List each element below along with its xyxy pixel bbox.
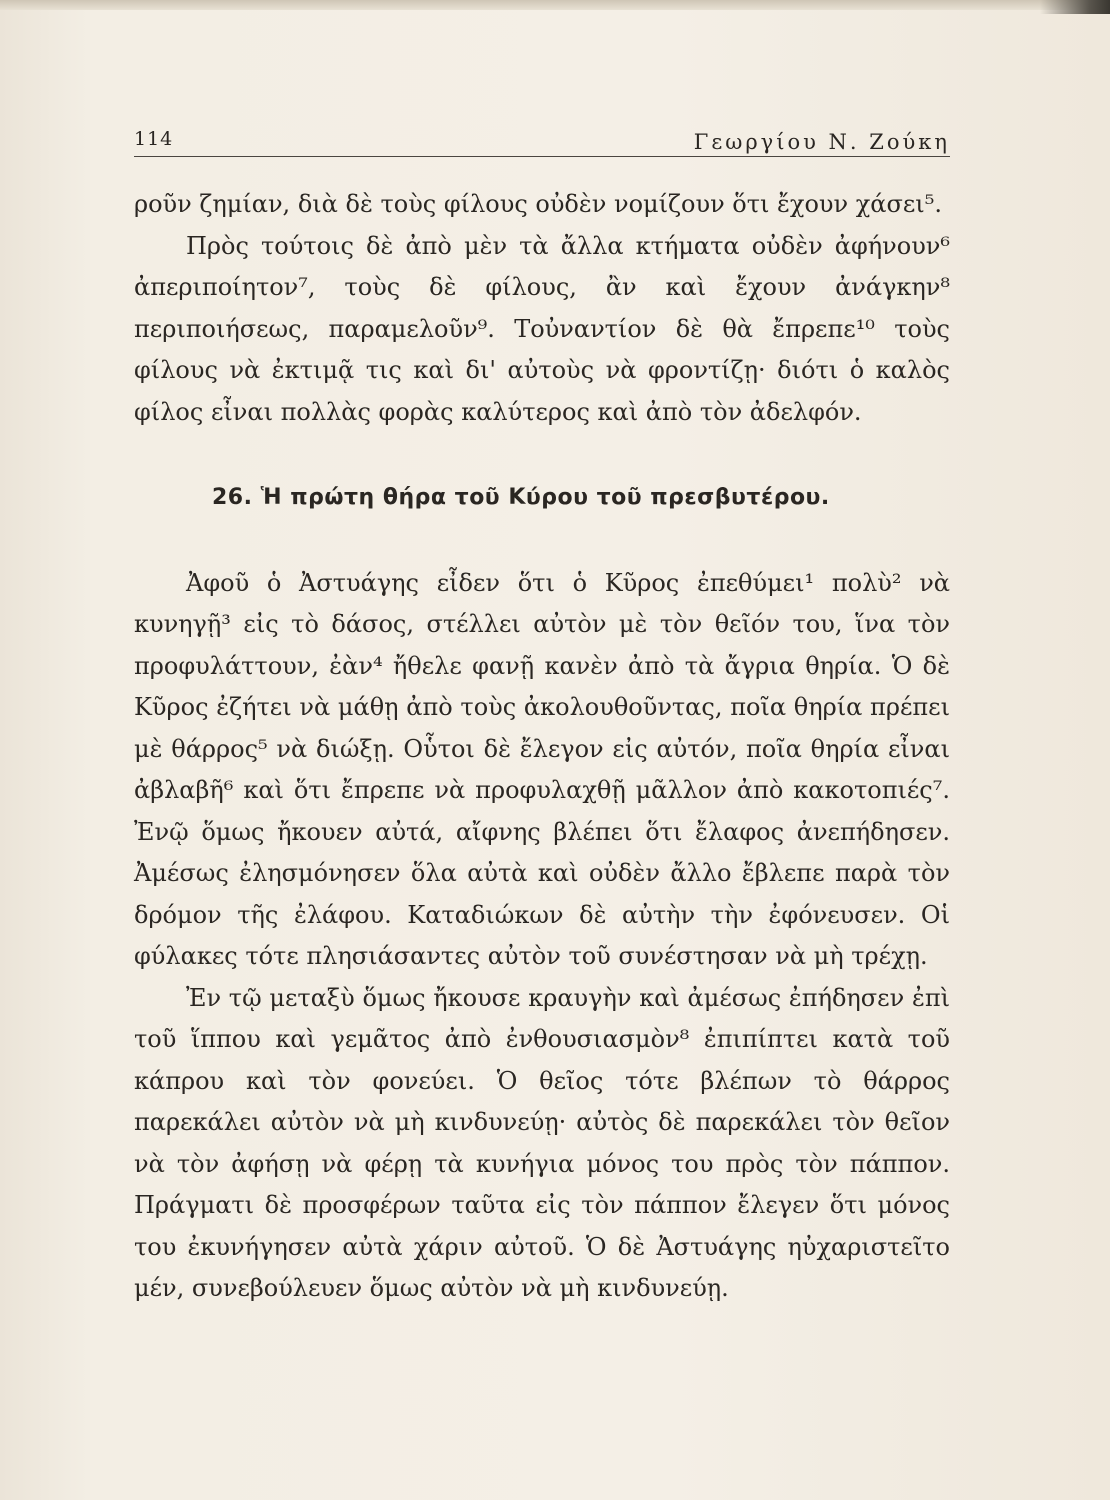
- paragraph: Ἀφοῦ ὁ Ἀστυάγης εἶδεν ὅτι ὁ Κῦρος ἐπεθύμει¹ πολὺ² νὰ κυνηγῇ³ εἰς τὸ δάσος, στέλλει αὐτὸν μὲ τὸν θεῖόν του, ἵνα τὸν προφυλάττουν, ἐὰν⁴ ἤθελε φανῇ κανὲν ἀπὸ τὰ ἄγρια θηρία. Ὁ δὲ Κῦρος ἐζήτει νὰ μάθῃ ἀπὸ τοὺς ἀκολουθοῦντας, ποῖα θηρία πρέπει μὲ θάρρος⁵ νὰ διώξῃ. Οὗτοι δὲ ἔλεγον εἰς αὐτόν, ποῖα θηρία εἶναι ἀβλαβῆ⁶ καὶ ὅτι ἔπρεπε νὰ προφυλαχθῇ μᾶλλον ἀπὸ κακοτοπιές⁷. Ἐνῷ ὅμως ἤκουεν αὐτά, αἴφνης βλέπει ὅτι ἔλαφος ἀνεπήδησεν. Ἀμέσως ἐλησμόνησεν ὅλα αὐτὰ καὶ οὐδὲν ἄλλο ἔβλεπε παρὰ τὸν δρόμον τῆς ἐλάφου. Καταδιώκων δὲ αὐτὴν τὴν ἐφόνευσεν. Οἱ φύλακες τότε πλησιάσαντες αὐτὸν τοῦ συνέστησαν νὰ μὴ τρέχῃ.: [134, 568, 950, 970]
- page-number: 114: [134, 128, 174, 150]
- paragraph-continuation: ροῦν ζημίαν, διὰ δὲ τοὺς φίλους οὐδὲν νομίζουν ὅτι ἔχουν χάσει⁵.: [134, 190, 942, 218]
- running-title: Γεωργίου Ν. Ζούκη: [693, 130, 950, 154]
- body-text: [134, 184, 950, 1310]
- binding-shadow: [1040, 0, 1110, 14]
- running-header: [134, 122, 950, 157]
- paragraph: Πρὸς τούτοις δὲ ἀπὸ μὲν τὰ ἄλλα κτήματα οὐδὲν ἀφήνουν⁶ ἀπεριποίητον⁷, τοὺς δὲ φίλους, ἂν καὶ ἔχουν ἀνάγκην⁸ περιποιήσεως, παραμελοῦν⁹. Τοὐναντίον δὲ θὰ ἔπρεπε¹⁰ τοὺς φίλους νὰ ἐκτιμᾷ τις καὶ δι' αὐτοὺς νὰ φροντίζῃ· διότι ὁ καλὸς φίλος εἶναι πολλὰς φορὰς καλύτερος καὶ ἀπὸ τὸν ἀδελφόν.: [134, 231, 950, 426]
- section-heading: 26. Ἡ πρώτη θήρα τοῦ Κύρου τοῦ πρεσβυτέρου.: [212, 485, 830, 510]
- page-top-edge: [0, 0, 1110, 10]
- paragraph: Ἐν τῷ μεταξὺ ὅμως ἤκουσε κραυγὴν καὶ ἀμέσως ἐπήδησεν ἐπὶ τοῦ ἵππου καὶ γεμᾶτος ἀπὸ ἐνθουσιασμὸν⁸ ἐπιπίπτει κατὰ τοῦ κάπρου καὶ τὸν φονεύει. Ὁ θεῖος τότε βλέπων τὸ θάρρος παρεκάλει αὐτὸν νὰ μὴ κινδυνεύῃ· αὐτὸς δὲ παρεκάλει τὸν θεῖον νὰ τὸν ἀφήσῃ νὰ φέρῃ τὰ κυνήγια μόνος του πρὸς τὸν πάππον. Πράγματι δὲ προσφέρων ταῦτα εἰς τὸν πάππον ἔλεγεν ὅτι μόνος του ἐκυνήγησεν αὐτὰ χάριν αὐτοῦ. Ὁ δὲ Ἀστυάγης ηὐχαριστεῖτο μέν, συνεβούλευεν ὅμως αὐτὸν νὰ μὴ κινδυνεύῃ.: [134, 983, 950, 1302]
